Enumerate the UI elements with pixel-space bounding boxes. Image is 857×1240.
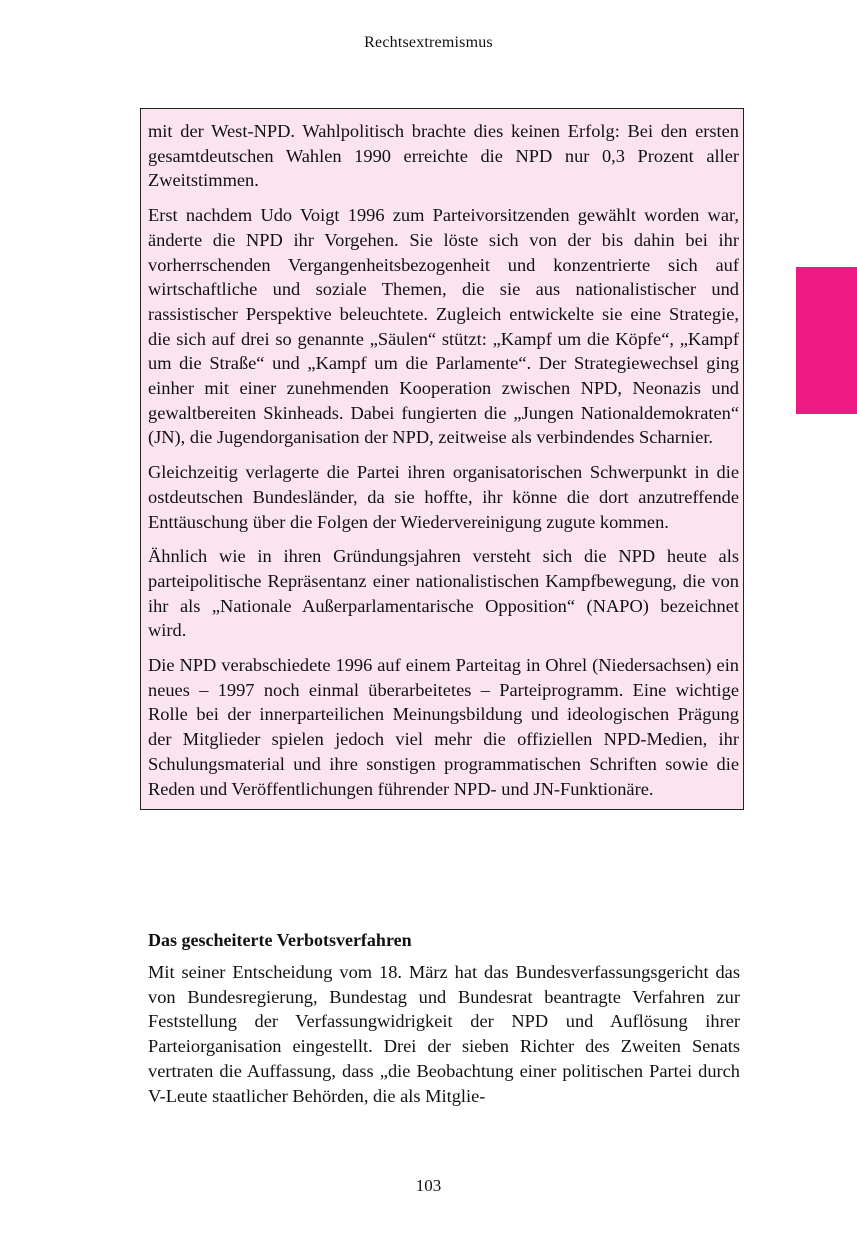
section-body: Mit seiner Entscheidung vom 18. März hat das Bundesverfassungsgericht das von Bundesregierung, Bundestag und Bundesrat beantragte Verfahren zur Feststellung der Verfassungwidrigkeit der NPD und Auflösung ihrer Parteiorganisation eingestellt. Drei der sieben Richter des Zweiten Senats vertraten die Auffassung, dass „die Beobachtung einer politischen Partei durch V-Leute staatlicher Behörden, die als Mitglie- (148, 962, 740, 1106)
running-header: Rechtsextremismus (364, 34, 493, 51)
box-paragraph-4: Ähnlich wie in ihren Gründungsjahren versteht sich die NPD heute als parteipolitische Repräsentanz einer nationalistischen Kampfbewegung, die von ihr als „Nationale Außerparlamentarische Opposition“ (NAPO) bezeichnet wird. (148, 546, 739, 641)
page-number: 103 (415, 1176, 442, 1195)
box-paragraph-5: Die NPD verabschiedete 1996 auf einem Parteitag in Ohrel (Niedersachsen) ein neues – 1997 noch einmal überarbeitetes – Parteiprogramm. Eine wichtige Rolle bei der innerparteilichen Meinungsbildung und ideologischen Prägung der Mitglieder spielen jedoch viel mehr die offiziellen NPD-Medien, ihr Schulungsmaterial und ihre sonstigen programmatischen Schriften sowie die Reden und Veröffentlichungen führender NPD- und JN-Funktionäre. (148, 655, 739, 799)
box-paragraph-3: Gleichzeitig verlagerte die Partei ihren organisatorischen Schwerpunkt in die ostdeutschen Bundesländer, da sie hoffte, ihr könne die dort anzutreffende Enttäuschung über die Folgen der Wiedervereinigung zugute kommen. (148, 462, 739, 532)
section-heading: Das gescheiterte Verbotsverfahren (148, 930, 412, 950)
box-paragraph-2: Erst nachdem Udo Voigt 1996 zum Parteivorsitzenden gewählt worden war, änderte die NPD ihr Vorgehen. Sie löste sich von der bis dahin bei ihr vorherrschenden Vergangenheitsbezogenheit und konzentrierte sich auf wirtschaftliche und soziale Themen, die sie aus nationalistischer und rassistischer Perspektive beleuchtete. Zugleich entwickelte sie eine Strategie, die sich auf drei so genannte „Säulen“ stützt: „Kampf um die Köpfe“, „Kampf um die Straße“ und „Kampf um die Parlamente“. Der Strategiewechsel ging einher mit einer zunehmenden Kooperation zwischen NPD, Neonazis und gewaltbereiten Skinheads. Dabei fungierten die „Jungen Nationaldemokraten“ (JN), die Jugendorganisation der NPD, zeitweise als verbindendes Scharnier. (148, 205, 739, 448)
highlight-box (140, 108, 744, 810)
chapter-thumb-tab (796, 267, 857, 414)
box-paragraph-1: mit der West-NPD. Wahlpolitisch brachte dies keinen Erfolg: Bei den ersten gesamtdeutschen Wahlen 1990 erreichte die NPD nur 0,3 Prozent aller Zweitstimmen. (148, 121, 739, 191)
